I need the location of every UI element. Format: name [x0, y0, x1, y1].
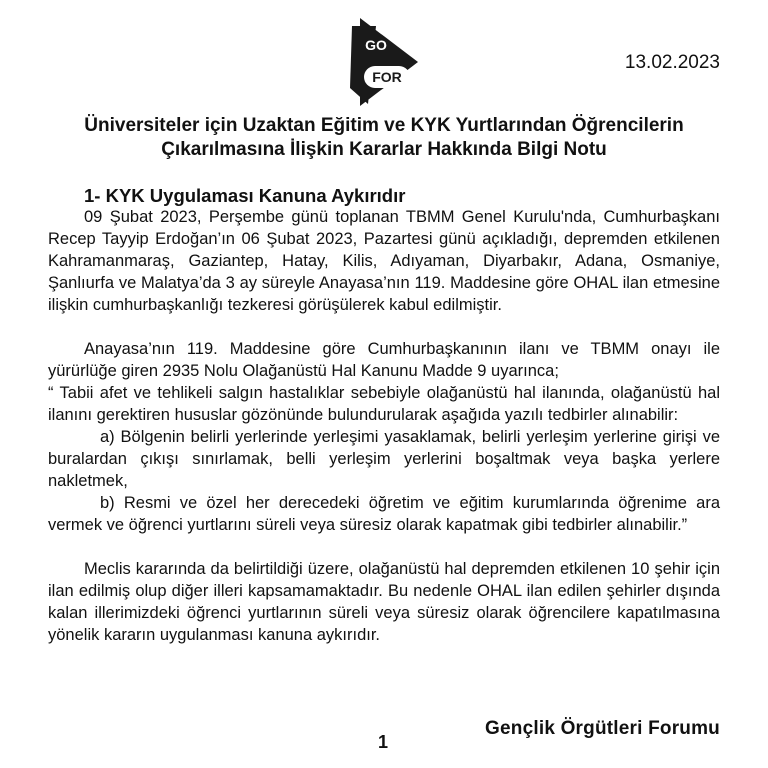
document-title [40, 114, 728, 162]
page-number: 1 [378, 732, 389, 752]
paragraph-3: Meclis kararında da belirtildiği üzere, olağanüstü hal depremden etkilenen 10 şehir için ilan edilmiş olup diğer illeri kapsamamaktadır. Bu nedenle OHAL ilan edilen şehirler dışında kalan illerimizdeki öğrenci yurtlarının süreli veya süresiz olarak öğrencilere kapatılmasına yönelik kararın uygulanması kanuna aykırıdır. [48, 560, 720, 644]
quote-item-a: a) Bölgenin belirli yerlerinde yerleşimi yasaklamak, belirli yerleşim yerlerine girişi ve buralardan çıkışı sınırlamak, belli yerleşim yerlerini boşaltmak veya başka yerlere nakletmek, [48, 428, 720, 490]
quote-intro: “ Tabii afet ve tehlikeli salgın hastalıklar sebebiyle olağanüstü hal ilanında, olağanüstü hal ilanını gerektiren hususlar gözönünde bulundurularak aşağıda yazılı tedbirler alınabilir: [48, 384, 720, 424]
title-line-2: Çıkarılmasına İlişkin Kararlar Hakkında Bilgi Notu [161, 139, 607, 160]
section-heading: 1- KYK Uygulaması Kanuna Aykırıdır [84, 185, 406, 206]
goforum-logo [346, 16, 420, 108]
organization-name: Gençlik Örgütleri Forumu [485, 718, 720, 739]
paragraph-2: Anayasa’nın 119. Maddesine göre Cumhurbaşkanının ilanı ve TBMM onayı ile yürürlüğe giren 2935 Nolu Olağanüstü Hal Kanunu Madde 9 uyarınca; [48, 340, 720, 380]
document-date: 13.02.2023 [624, 52, 720, 73]
logo-text-go: GO [365, 37, 387, 53]
quote-item-b: b) Resmi ve özel her derecedeki öğretim ve eğitim kurumlarında öğrenime ara vermek ve öğrenci yurtlarını süreli veya süresiz olarak kapatmak gibi tedbirler alınabilir.” [48, 494, 720, 534]
logo-text-for: FOR [372, 69, 402, 85]
document-body [48, 206, 720, 646]
title-line-1: Üniversiteler için Uzaktan Eğitim ve KYK Yurtlarından Öğrencilerin [84, 115, 684, 136]
paragraph-1: 09 Şubat 2023, Perşembe günü toplanan TBMM Genel Kurulu'nda, Cumhurbaşkanı Recep Tayyip Erdoğan’ın 06 Şubat 2023, Pazartesi günü açıkladığı, depremden etkilenen Kahramanmaraş, Gaziantep, Hatay, Kilis, Adıyaman, Diyarbakır, Adana, Osmaniye, Şanlıurfa ve Malatya’da 3 ay süreyle Anayasa’nın 119. Maddesine göre OHAL ilan etmesine ilişkin cumhurbaşkanlığı tezkeresi görüşülerek kabul edilmiştir. [48, 208, 720, 314]
